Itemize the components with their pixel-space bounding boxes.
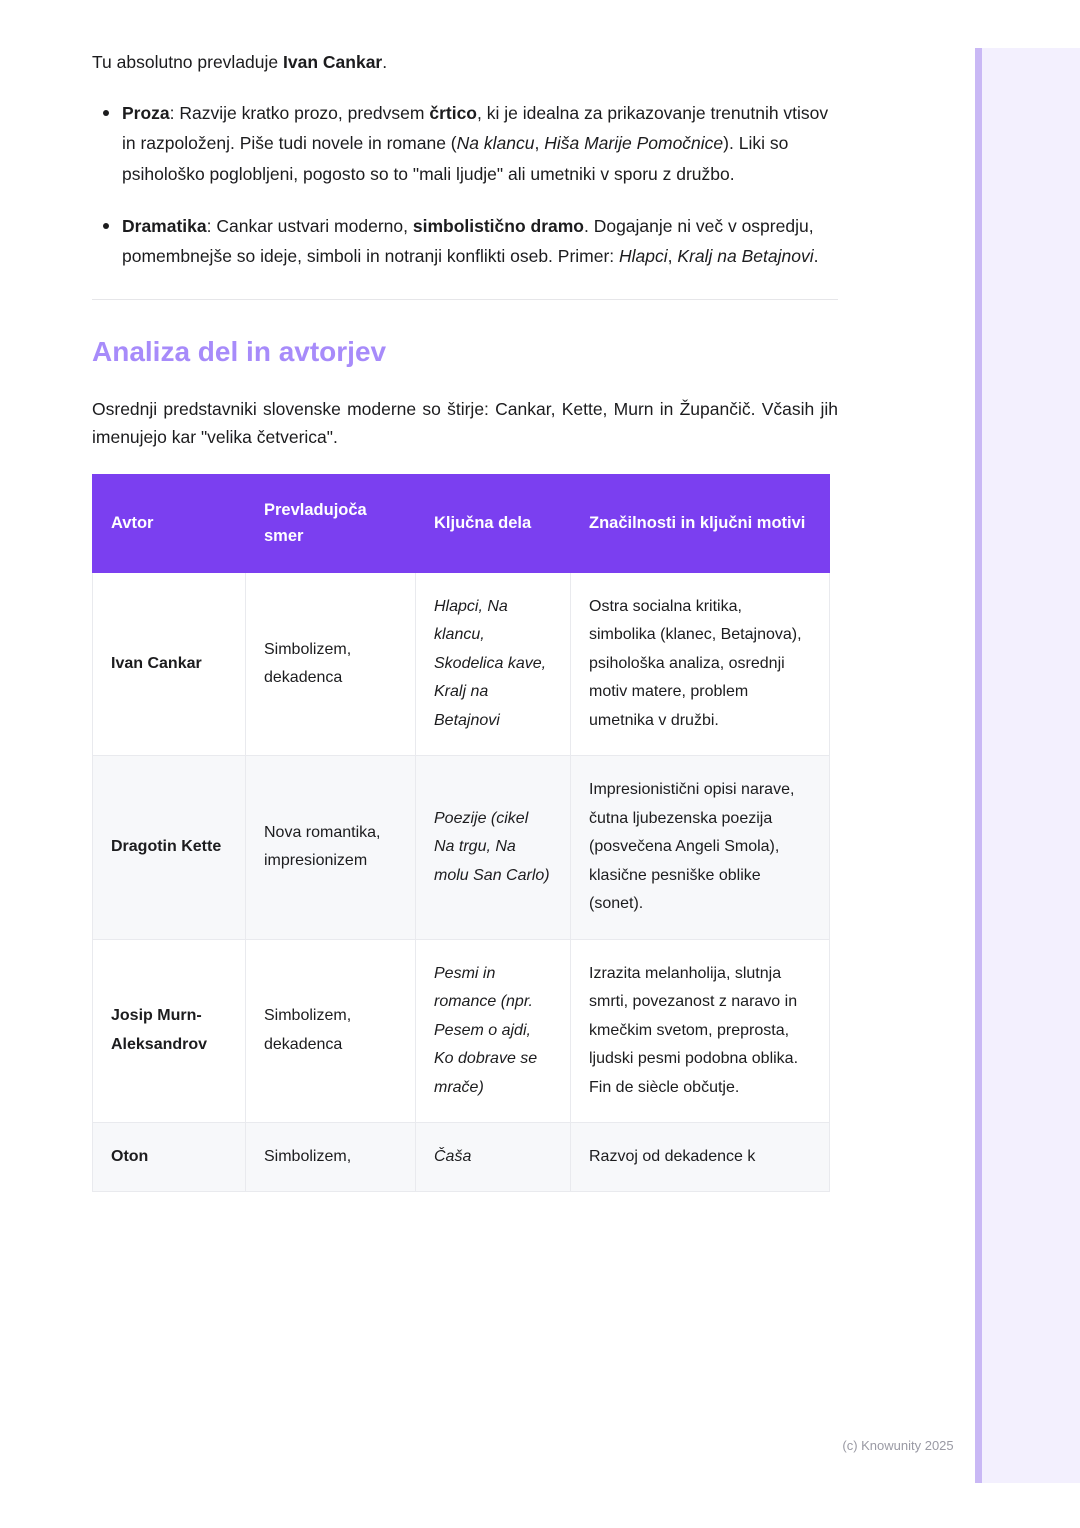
right-side-panel <box>975 48 1080 1483</box>
cell-author: Ivan Cankar <box>93 572 246 755</box>
bullet-body: : Razvije kratko prozo, predvsem črtico, ki je idealna za prikazovanje trenutnih vtisov in razpoloženj. Piše tudi novele in romane (Na klancu, Hiša Marije Pomočnice). Liki so psihološko poglobljeni, pogosto so to "mali ljudje" ali umetniki v sporu z družbo. <box>122 103 829 184</box>
page-title: Analiza del in avtorjev <box>92 335 387 367</box>
cell-direction: Nova romantika, impresionizem <box>246 756 416 939</box>
table-body <box>93 572 830 1192</box>
cell-works: Čaša <box>416 1122 571 1191</box>
cell-works: Pesmi in romance (npr. Pesem o ajdi, Ko dobrave se mrače) <box>416 939 571 1122</box>
bullet-body: : Cankar ustvari moderno, simbolistično dramo. Dogajanje ni več v ospredju, pomembnejše so ideje, simboli in notranji konflikti oseb. Primer: Hlapci, Kralj na Betajnovi. <box>122 215 819 266</box>
column-header-smer: Prevladujoča smer <box>246 474 416 572</box>
right-panel-accent-bar <box>975 48 982 1483</box>
authors-table <box>92 474 830 1193</box>
section-divider <box>92 299 838 300</box>
cell-author: Josip Murn-Aleksandrov <box>93 939 246 1122</box>
cell-works: Hlapci, Na klancu, Skodelica kave, Kralj na Betajnovi <box>416 572 571 755</box>
cell-characteristics: Ostra socialna kritika, simbolika (klanec, Betajnova), psihološka analiza, osrednji motiv matere, problem umetnika v družbi. <box>571 572 830 755</box>
cell-characteristics: Razvoj od dekadence k <box>571 1122 830 1191</box>
table-row <box>93 939 830 1122</box>
table-row <box>93 1122 830 1191</box>
column-header-motivi: Značilnosti in ključni motivi <box>571 474 830 572</box>
cell-characteristics: Izrazita melanholija, slutnja smrti, povezanost z naravo in kmečkim svetom, preprosta, ljudski pesmi podobna oblika. Fin de siècle občutje. <box>571 939 830 1122</box>
intro-suffix: . <box>382 52 388 72</box>
list-item <box>122 211 838 271</box>
cell-works: Poezije (cikel Na trgu, Na molu San Carlo) <box>416 756 571 939</box>
cell-author: Oton <box>93 1122 246 1191</box>
bullet-label: Proza <box>122 103 170 124</box>
copyright-watermark: (c) Knowunity 2025 <box>842 1438 954 1453</box>
cell-characteristics: Impresionistični opisi narave, čutna ljubezenska poezija (posvečena Angeli Smola), klasične pesniške oblike (sonet). <box>571 756 830 939</box>
table-row <box>93 756 830 939</box>
intro-paragraph <box>92 48 838 76</box>
cell-direction: Simbolizem, dekadenca <box>246 572 416 755</box>
cell-direction: Simbolizem, dekadenca <box>246 939 416 1122</box>
intro-prefix: Tu absolutno prevladuje <box>92 52 284 72</box>
cell-author: Dragotin Kette <box>93 756 246 939</box>
section-paragraph: Osrednji predstavniki slovenske moderne so štirje: Cankar, Kette, Murn in Župančič. Včasih jih imenujejo kar "velika četverica". <box>92 398 838 448</box>
table-header-row <box>93 474 830 572</box>
intro-bold-name: Ivan Cankar <box>283 52 383 72</box>
cell-direction: Simbolizem, <box>246 1122 416 1191</box>
bullet-label: Dramatika <box>122 215 207 236</box>
table-row <box>93 572 830 755</box>
column-header-dela: Ključna dela <box>416 474 571 572</box>
bullet-list <box>92 98 838 270</box>
list-item <box>122 98 838 188</box>
table-header <box>93 474 830 572</box>
column-header-avtor: Avtor <box>93 474 246 572</box>
